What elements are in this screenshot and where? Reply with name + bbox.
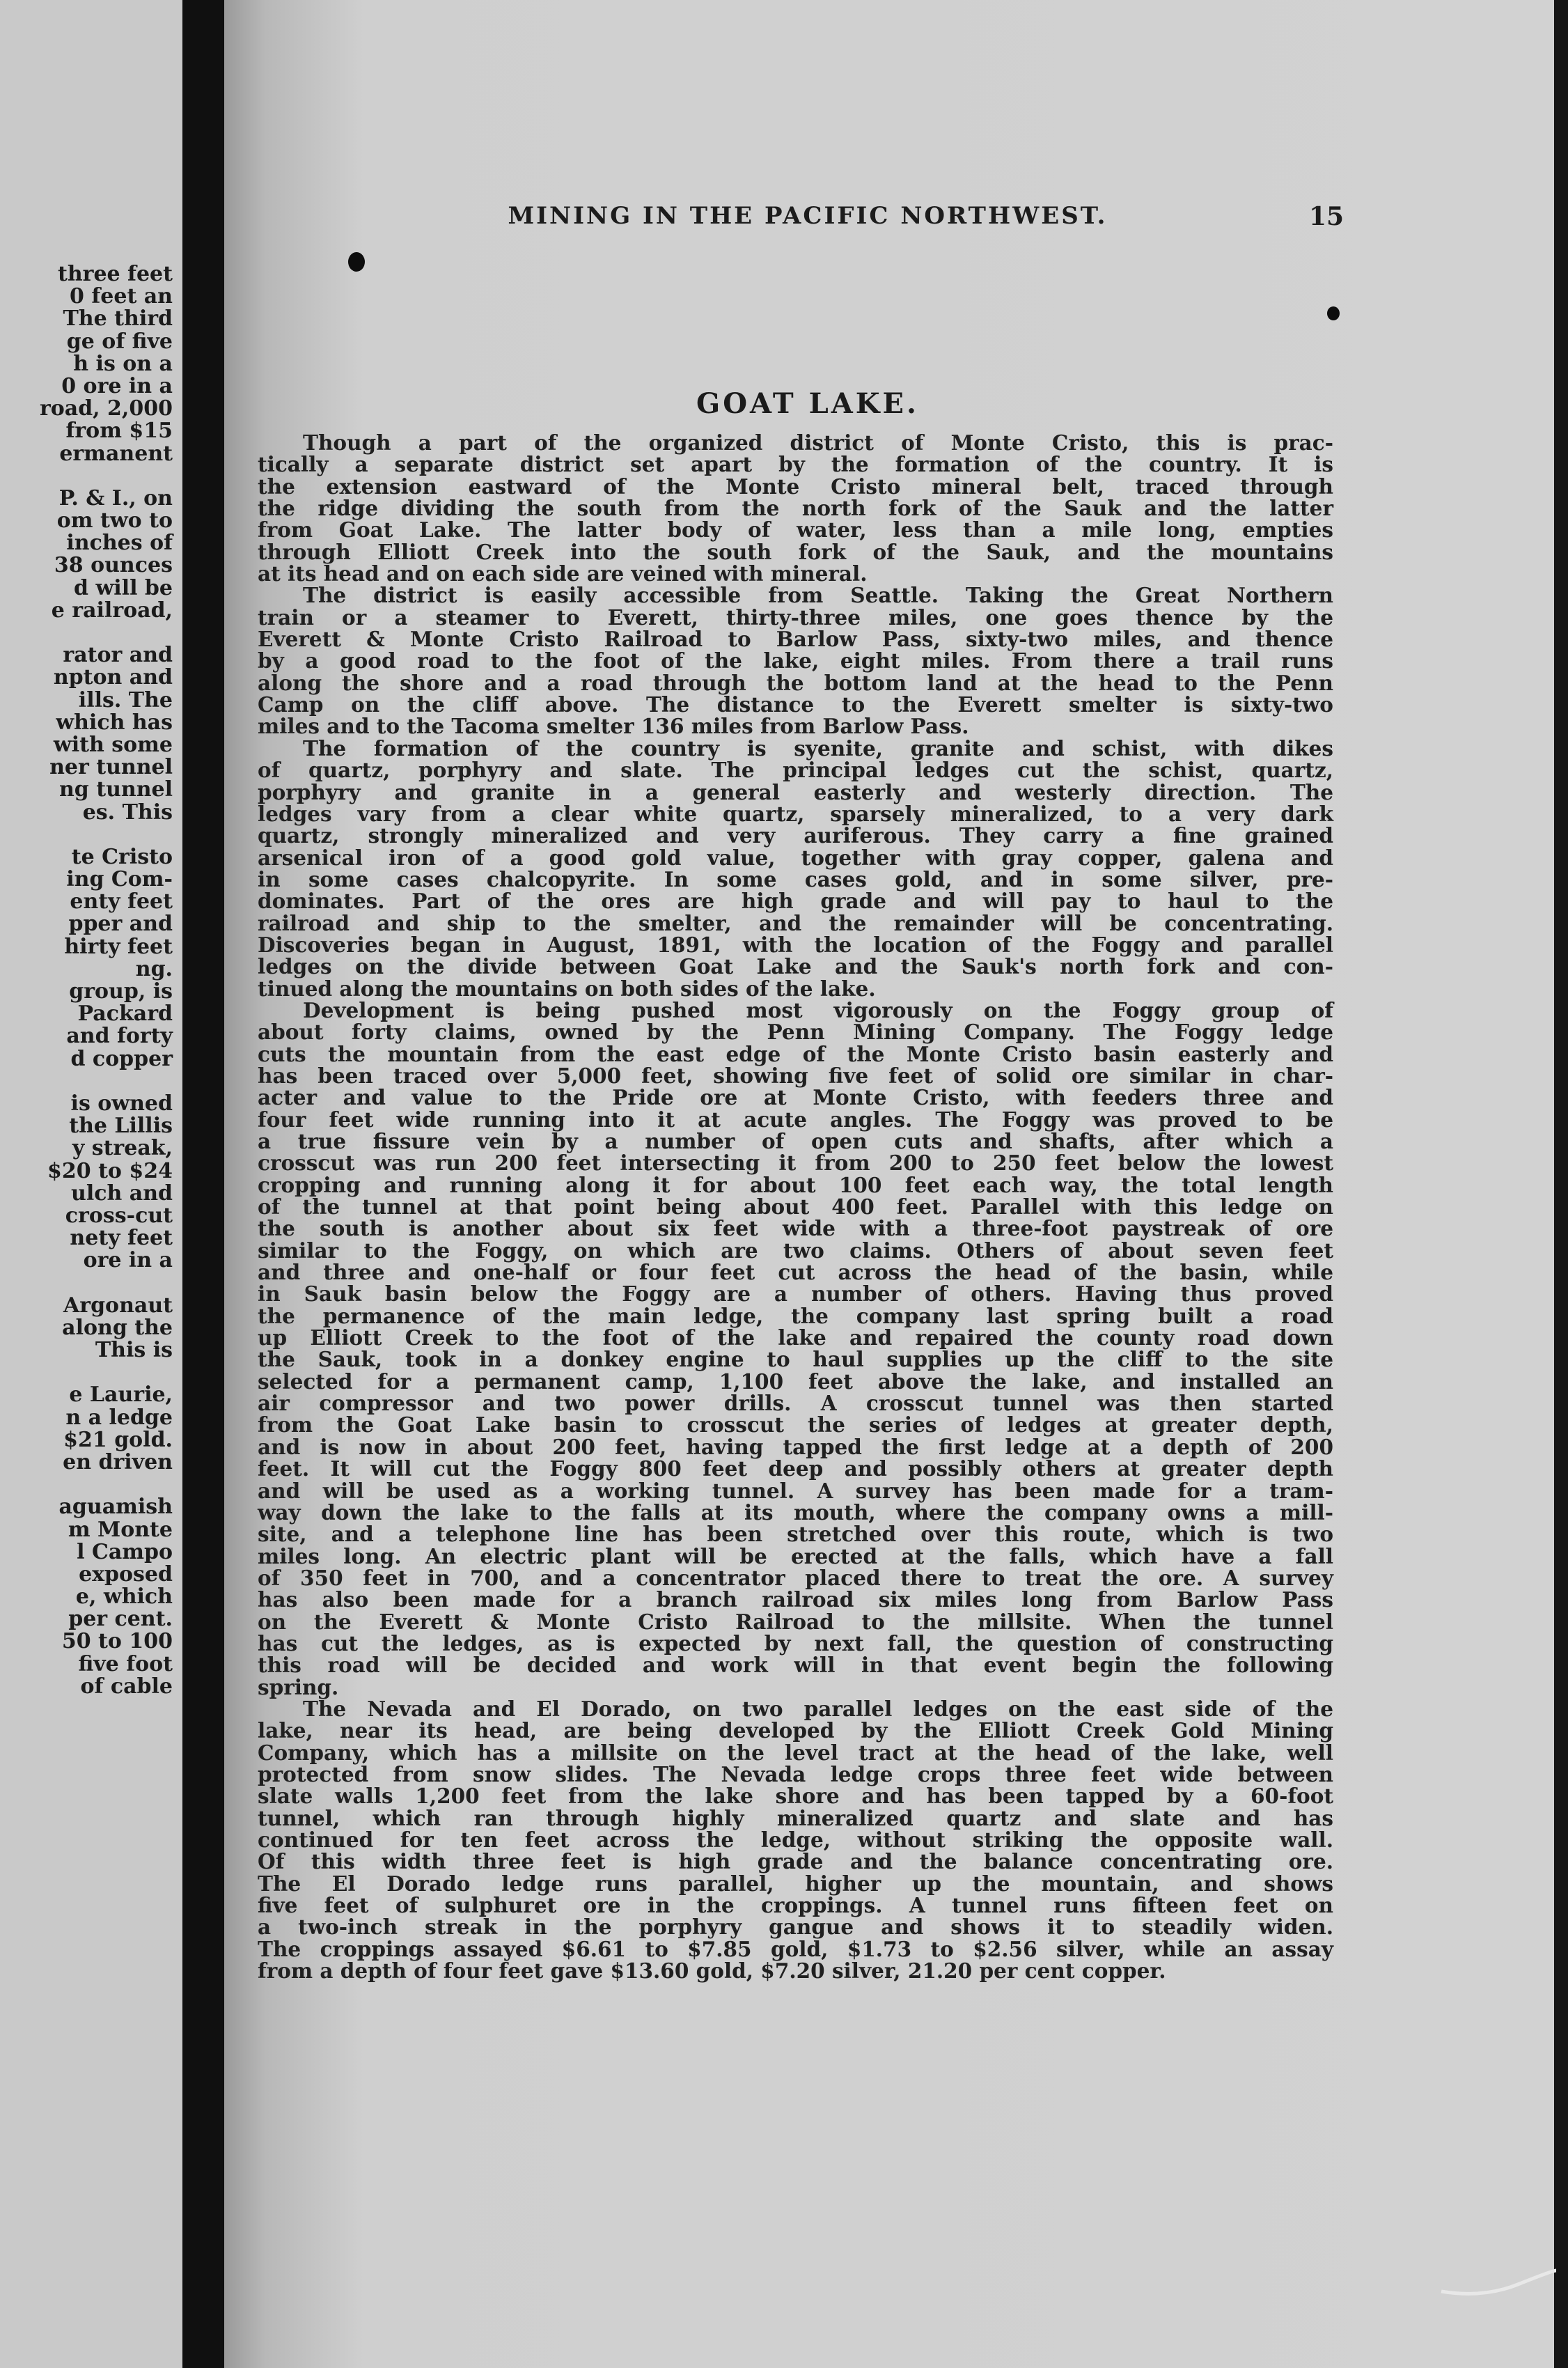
paragraph <box>258 999 1333 1698</box>
text-line: from a depth of four feet gave $13.60 gold, $7.20 silver, 21.20 per cent copper. <box>258 1958 1166 1984</box>
previous-page-line: from $15 <box>65 419 173 444</box>
text-line: ledges vary from a clear white quartz, sparsely mineralized, to a very dark <box>258 801 1333 826</box>
text-line: in some cases chalcopyrite. In some cases gold, and in some silver, pre- <box>258 866 1333 891</box>
page-number: 15 <box>1309 202 1344 231</box>
previous-page-line: exposed <box>79 1561 173 1587</box>
text-line: dominates. Part of the ores are high grade and will pay to haul to the <box>258 889 1333 914</box>
previous-page-line: 0 feet an <box>70 284 173 309</box>
text-line: tinued along the mountains on both sides of the lake. <box>258 976 876 1001</box>
text-line: from the Goat Lake basin to crosscut the series of ledges at greater depth, <box>258 1412 1333 1438</box>
text-line: has also been made for a branch railroad six miles long from Barlow Pass <box>258 1587 1333 1612</box>
book-gutter <box>182 0 224 2368</box>
text-line: five feet of sulphuret ore in the croppings. A tunnel runs fifteen feet on <box>258 1893 1333 1918</box>
text-line: along the shore and a road through the bottom land at the head to the Penn <box>258 670 1333 695</box>
previous-page-line: e Laurie, <box>69 1382 173 1408</box>
text-line: The Nevada and El Dorado, on two parallel ledges on the east side of the <box>303 1696 1333 1721</box>
previous-page-line: 50 to 100 <box>61 1629 173 1654</box>
previous-page-line: ng tunnel <box>58 777 173 802</box>
text-line: Everett & Monte Cristo Railroad to Barlow Pass, sixty-two miles, and thence <box>258 627 1333 652</box>
previous-page-line: 0 ore in a <box>61 373 173 398</box>
page-edge-shadow <box>1554 0 1568 2368</box>
text-line: The district is easily accessible from Seattle. Taking the Great Northern <box>303 583 1333 608</box>
previous-page-line <box>0 622 173 644</box>
previous-page-line: five foot <box>78 1651 173 1676</box>
text-line: the ridge dividing the south from the north fork of the Sauk and the latter <box>258 496 1333 521</box>
text-line: on the Everett & Monte Cristo Railroad to the millsite. When the tunnel <box>258 1609 1333 1634</box>
paragraph <box>258 735 1333 1001</box>
previous-page-line: per cent. <box>68 1607 173 1632</box>
text-line: miles and to the Tacoma smelter 136 miles from Barlow Pass. <box>258 714 969 739</box>
text-line: protected from snow slides. The Nevada ledge crops three feet wide between <box>258 1761 1333 1786</box>
text-line: ledges on the divide between Goat Lake and the Sauk's north fork and con- <box>258 954 1333 979</box>
previous-page-line: group, is <box>69 979 173 1004</box>
previous-page-line: ing Com- <box>66 867 173 892</box>
previous-page-line <box>0 1362 173 1384</box>
previous-page-line: ermanent <box>59 441 173 466</box>
previous-page-line: of cable <box>80 1674 173 1699</box>
text-line: through Elliott Creek into the south fork of the Sauk, and the mountains <box>258 539 1333 564</box>
text-line: tically a separate district set apart by the formation of the country. It is <box>258 452 1333 477</box>
text-line: tunnel, which ran through highly mineralized quartz and slate and has <box>258 1805 1333 1830</box>
text-line: the permanence of the main ledge, the company last spring built a road <box>258 1303 1333 1328</box>
previous-page-line: en driven <box>63 1449 173 1474</box>
text-line: feet. It will cut the Foggy 800 feet deep and possibly others at greater depth <box>258 1456 1333 1481</box>
text-line: Development is being pushed most vigorously on the Foggy group of <box>303 997 1333 1022</box>
previous-page-line: Argonaut <box>63 1293 173 1318</box>
text-line: of 350 feet in 700, and a concentrator placed there to treat the ore. A survey <box>258 1565 1333 1590</box>
section-title: GOAT LAKE. <box>696 387 919 420</box>
previous-page-line: n a ledge <box>65 1405 173 1430</box>
previous-page-text <box>0 263 173 1698</box>
text-line: The El Dorado ledge runs parallel, higher up the mountain, and shows <box>258 1871 1333 1896</box>
text-line: Discoveries began in August, 1891, with the location of the Foggy and parallel <box>258 932 1333 957</box>
text-line: in Sauk basin below the Foggy are a number of others. Having thus proved <box>258 1282 1333 1307</box>
previous-page-line <box>0 824 173 846</box>
previous-page-line: with some <box>53 732 173 757</box>
text-line: way down the lake to the falls at its mouth, where the company owns a mill- <box>258 1500 1333 1525</box>
text-line: of the tunnel at that point being about 400 feet. Parallel with this ledge on <box>258 1194 1333 1220</box>
text-line: by a good road to the foot of the lake, eight miles. From there a trail runs <box>258 648 1333 673</box>
running-head: MINING IN THE PACIFIC NORTHWEST. <box>508 202 1108 230</box>
text-line: crosscut was run 200 feet intersecting it from 200 to 250 feet below the lowest <box>258 1151 1333 1176</box>
previous-page-line: rator and <box>63 643 173 668</box>
previous-page-line: h is on a <box>73 351 173 376</box>
previous-page-line: hirty feet <box>64 934 173 959</box>
text-line: a true fissure vein by a number of open cuts and shafts, after which a <box>258 1129 1333 1153</box>
text-line: cropping and running along it for about 100 feet each way, the total length <box>258 1172 1333 1197</box>
previous-page-line: l Campo <box>77 1539 173 1564</box>
text-line: The croppings assayed $6.61 to $7.85 gold, $1.73 to $2.56 silver, while an assay <box>258 1936 1333 1961</box>
text-line: a two-inch streak in the porphyry gangue and shows it to steadily widen. <box>258 1915 1333 1940</box>
text-line: miles long. An electric plant will be erected at the falls, which have a fall <box>258 1543 1333 1568</box>
text-line: and is now in about 200 feet, having tapped the first ledge at a depth of 200 <box>258 1434 1333 1459</box>
text-line: selected for a permanent camp, 1,100 feet above the lake, and installed an <box>258 1369 1333 1394</box>
text-line: the south is another about six feet wide with a three-foot paystreak of ore <box>258 1216 1333 1241</box>
text-line: lake, near its head, are being developed by the Elliott Creek Gold Mining <box>258 1718 1333 1743</box>
text-line: at its head and on each side are veined with mineral. <box>258 561 868 586</box>
previous-page-line: ge of five <box>66 329 173 354</box>
previous-page-line: which has <box>56 710 173 735</box>
text-line: about forty claims, owned by the Penn Mining Company. The Foggy ledge <box>258 1020 1333 1045</box>
previous-page-line <box>0 1272 173 1294</box>
text-line: has cut the ledges, as is expected by next fall, the question of constructing <box>258 1630 1333 1656</box>
previous-page-line: the Lillis <box>69 1114 173 1139</box>
previous-page-line: nety feet <box>70 1226 173 1251</box>
text-line: porphyry and granite in a general easterly and westerly direction. The <box>258 779 1333 804</box>
text-line: Of this width three feet is high grade and the balance concentrating ore. <box>258 1849 1333 1874</box>
previous-page-line: e, which <box>75 1584 173 1610</box>
previous-page-line: pper and <box>68 912 173 937</box>
previous-page-line: P. & I., on <box>58 485 173 511</box>
text-line: quartz, strongly mineralized and very auriferous. They carry a fine grained <box>258 823 1333 848</box>
text-line: air compressor and two power drills. A crosscut tunnel was then started <box>258 1391 1333 1416</box>
previous-page-line: This is <box>95 1338 173 1362</box>
text-line: slate walls 1,200 feet from the lake shore and has been tapped by a 60-foot <box>258 1784 1333 1809</box>
previous-page-line <box>0 465 173 488</box>
paragraph <box>258 432 1333 584</box>
paragraph <box>258 1696 1333 1984</box>
text-line: The formation of the country is syenite, granite and schist, with dikes <box>303 735 1333 761</box>
previous-page-line: three feet <box>57 262 173 286</box>
previous-page-line: ore in a <box>83 1248 173 1273</box>
text-line: similar to the Foggy, on which are two claims. Others of about seven feet <box>258 1238 1333 1263</box>
text-line: acter and value to the Pride ore at Monte Cristo, with feeders three and <box>258 1085 1333 1110</box>
text-line: train or a steamer to Everett, thirty-three miles, one goes thence by the <box>258 605 1333 630</box>
previous-page-line: $20 to $24 <box>47 1158 173 1183</box>
previous-page-line: $21 gold. <box>63 1427 173 1452</box>
margin-scratch-mark <box>1434 2264 1560 2305</box>
previous-page-line: e railroad, <box>51 598 173 623</box>
previous-page-line: The third <box>63 306 173 332</box>
text-line: has been traced over 5,000 feet, showing five feet of solid ore similar in char- <box>258 1063 1333 1088</box>
previous-page-line: te Cristo <box>71 844 173 869</box>
text-line: up Elliott Creek to the foot of the lake and repaired the county road down <box>258 1325 1333 1350</box>
previous-page-line: is owned <box>70 1091 173 1116</box>
paragraph <box>258 584 1333 737</box>
text-line: Company, which has a millsite on the level tract at the head of the lake, well <box>258 1740 1333 1765</box>
text-line: arsenical iron of a good gold value, together with gray copper, galena and <box>258 845 1333 870</box>
text-line: from Goat Lake. The latter body of water, less than a mile long, empties <box>258 517 1333 543</box>
previous-page-line: ills. The <box>78 687 173 712</box>
previous-page-line: along the <box>62 1315 173 1340</box>
text-line: the Sauk, took in a donkey engine to haul supplies up the cliff to the site <box>258 1347 1333 1372</box>
previous-page-line: ulch and <box>71 1181 173 1206</box>
previous-page-line: d copper <box>70 1046 173 1071</box>
previous-page-line: enty feet <box>70 889 173 914</box>
text-line: continued for ten feet across the ledge, without striking the opposite wall. <box>258 1828 1333 1852</box>
previous-page-fragment <box>0 0 182 2368</box>
text-line: railroad and ship to the smelter, and the remainder will be concentrating. <box>258 910 1333 935</box>
text-line: Though a part of the organized district of Monte Cristo, this is prac- <box>303 430 1333 455</box>
text-line: of quartz, porphyry and slate. The principal ledges cut the schist, quartz, <box>258 758 1333 783</box>
previous-page-line: ng. <box>135 956 173 981</box>
previous-page-line: npton and <box>53 665 173 690</box>
text-line: this road will be decided and work will in that event begin the following <box>258 1653 1333 1678</box>
previous-page-line: m Monte <box>68 1517 173 1542</box>
previous-page-line: ner tunnel <box>49 755 173 780</box>
ink-speck <box>1327 306 1340 320</box>
previous-page-line: om two to <box>56 508 173 533</box>
previous-page-line: 38 ounces <box>54 553 173 578</box>
previous-page-line: and forty <box>66 1024 173 1049</box>
text-line: and three and one-half or four feet cut across the head of the basin, while <box>258 1260 1333 1285</box>
text-line: the extension eastward of the Monte Cristo mineral belt, traced through <box>258 474 1333 499</box>
text-line: Camp on the cliff above. The distance to the Everett smelter is sixty-two <box>258 692 1333 717</box>
previous-page-line: d will be <box>74 575 173 600</box>
text-line: spring. <box>258 1674 339 1699</box>
text-line: four feet wide running into it at acute angles. The Foggy was proved to be <box>258 1107 1333 1132</box>
text-line: site, and a telephone line has been stretched over this route, which is two <box>258 1522 1333 1547</box>
previous-page-line <box>0 1070 173 1093</box>
previous-page-line: road, 2,000 <box>39 396 173 421</box>
text-line: cuts the mountain from the east edge of the Monte Cristo basin easterly and <box>258 1041 1333 1066</box>
article-body <box>258 430 1333 1984</box>
previous-page-line: y streak, <box>72 1136 173 1161</box>
previous-page-line: cross-cut <box>65 1203 173 1228</box>
text-line: and will be used as a working tunnel. A survey has been made for a tram- <box>258 1478 1333 1503</box>
previous-page-line: Packard <box>77 1002 173 1027</box>
previous-page-line <box>0 1474 173 1496</box>
previous-page-line: inches of <box>66 531 173 556</box>
ink-speck <box>348 252 365 272</box>
previous-page-line: es. This <box>82 800 173 825</box>
previous-page-line: aguamish <box>58 1495 173 1520</box>
